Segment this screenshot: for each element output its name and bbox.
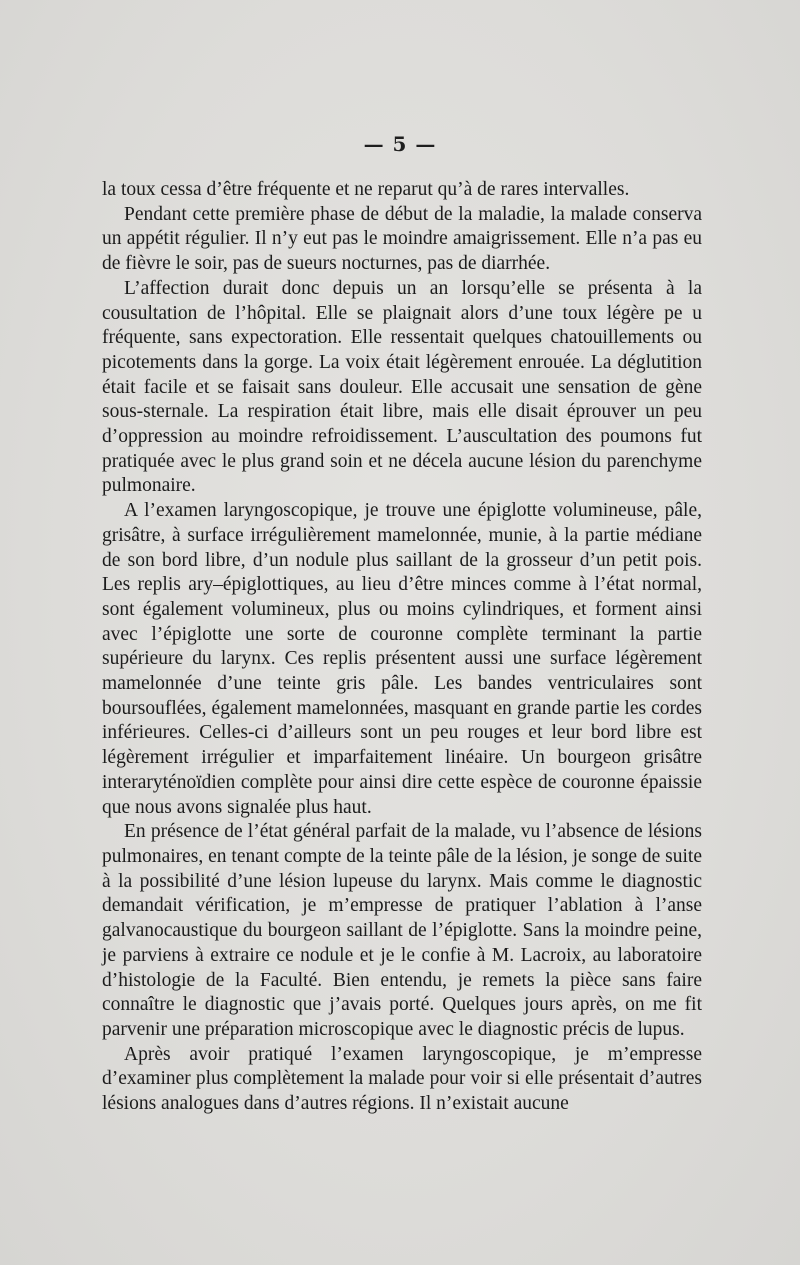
paragraph: En présence de l’état général parfait de la malade, vu l’absence de lésions pulmonaires, en tenant compte de la teinte pâle de la lésion, je songe de suite à la possibilité d’une lésion lupeuse du larynx. Mais comme le diagnostic demandait vérification, je m’empresse de pratiquer l’ablation à l’anse galvanocaustique du bourgeon saillant de l’épiglotte. Sans la moindre peine, je parviens à extraire ce nodule et je le confie à M. Lacroix, au laboratoire d’histologie de la Faculté. Bien entendu, je remets la pièce sans faire connaître le diagnostic que j’avais porté. Quelques jours après, on me fit parvenir une préparation microscopique avec le diagnostic précis de lupus.: [102, 821, 702, 1040]
page-number: — 5 —: [363, 132, 437, 156]
paragraph: Après avoir pratiqué l’examen laryngoscopique, je m’empresse d’examiner plus complètement la malade pour voir si elle présentait d’autres lésions analogues dans d’autres régions. Il n’existait aucune: [102, 1043, 702, 1115]
paragraph-continuation: la toux cessa d’être fréquente et ne reparut qu’à de rares intervalles.: [102, 179, 630, 200]
paragraph: A l’examen laryngoscopique, je trouve une épiglotte volumineuse, pâle, grisâtre, à surface irrégulièrement mamelonnée, munie, à la partie médiane de son bord libre, d’un nodule plus saillant de la grosseur d’un petit pois. Les replis ary–épiglottiques, au lieu d’être minces comme à l’état normal, sont également volumineux, plus ou moins cylindriques, et forment ainsi avec l’épiglotte une sorte de couronne complète terminant la partie supérieure du larynx. Ces replis présentent aussi une surface légèrement mamelonnée d’une teinte gris pâle. Les bandes ventriculaires sont boursouflées, également mamelonnées, masquant en grande partie les cordes inférieures. Celles-ci d’ailleurs sont un peu rouges et leur bord libre est légèrement irrégulier et imparfaitement linéaire. Un bourgeon grisâtre interaryténoïdien complète pour ainsi dire cette espèce de couronne épaissie que nous avons signalée plus haut.: [102, 500, 702, 818]
body-text: [102, 178, 702, 1117]
paragraph: Pendant cette première phase de début de la maladie, la malade conserva un appétit régulier. Il n’y eut pas le moindre amaigrissement. Elle n’a pas eu de fièvre le soir, pas de sueurs nocturnes, pas de diarrhée.: [102, 203, 702, 275]
paragraph: L’affection durait donc depuis un an lorsqu’elle se présenta à la cousultation de l’hôpital. Elle se plaignait alors d’une toux légère pe u fréquente, sans expectoration. Elle ressentait quelques chatouillements ou picotements dans la gorge. La voix était légèrement enrouée. La déglutition était facile et se faisait sans douleur. Elle accusait une sensation de gène sous-sternale. La respiration était libre, mais elle disait éprouver un peu d’oppression au moindre refroidissement. L’auscultation des poumons fut pratiquée avec le plus grand soin et ne décela aucune lésion du parenchyme pulmonaire.: [102, 277, 702, 497]
